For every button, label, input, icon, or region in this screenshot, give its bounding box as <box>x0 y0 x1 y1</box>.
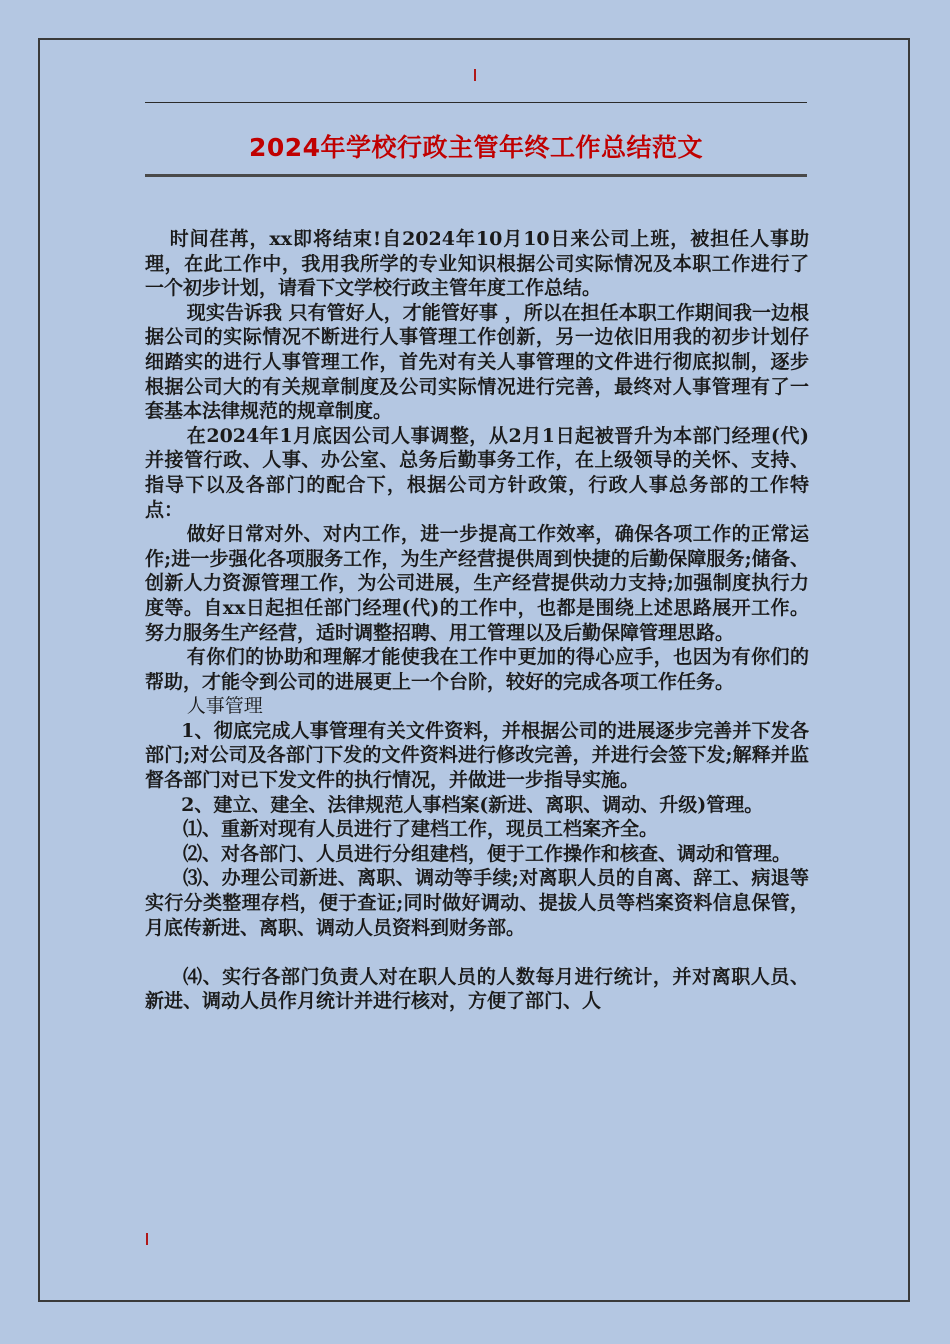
sub-list-item: ⑵、对各部门、人员进行分组建档，便于工作操作和核查、调动和管理。 <box>183 842 792 865</box>
paragraph: 在2024年1月底因公司人事调整，从2月1日起被晋升为本部门经理(代)并接管行政、人事、办公室、总务后勤事务工作，在上级领导的关怀、支持、指导下以及各部门的配合下，根据公司方针政策，行政人事总务部的工作特点： <box>145 424 809 521</box>
list-item: 2、建立、建全、法律规范人事档案(新进、离职、调动、升级)管理。 <box>181 793 764 816</box>
list-item: 1、彻底完成人事管理有关文件资料，并根据公司的进展逐步完善并下发各部门;对公司及各部门下发的文件资料进行修改完善，并进行会签下发;解释并监督各部门对已下发文件的执行情况，并做进一步指导实施。 <box>145 719 809 792</box>
sub-list-item: ⑶、办理公司新进、离职、调动等手续;对离职人员的自离、辞工、病退等实行分类整理存档，便于查证;同时做好调动、提拔人员等档案资料信息保管，月底传新进、离职、调动人员资料到财务部。 <box>145 867 809 939</box>
paragraph-intro: 时间荏苒，xx即将结束!自2024年10月10日来公司上班，被担任人事助理，在此工作中，我用我所学的专业知识根据公司实际情况及本职工作进行了一个初步计划，请看下文学校行政主管年度工作总结。 <box>145 228 809 300</box>
header-rule <box>145 102 807 103</box>
title-rule <box>145 174 807 177</box>
paragraph: 现实告诉我 只有管好人，才能管好事 ，所以在担任本职工作期间我一边根据公司的实际情况不断进行人事管理工作创新，另一边依旧用我的初步计划仔细踏实的进行人事管理工作，首先对有关人事管理的文件进行彻底拟制，逐步根据公司大的有关规章制度及公司实际情况进行完善，最终对人事管理有了一套基本法律规范的规章制度。 <box>145 301 809 423</box>
sub-list-item: ⑴、重新对现有人员进行了建档工作，现员工档案齐全。 <box>183 818 659 841</box>
header-mark <box>474 69 476 81</box>
paragraph-spacer <box>145 940 809 965</box>
document-body <box>145 227 809 1014</box>
paragraph: 做好日常对外、对内工作，进一步提高工作效率，确保各项工作的正常运作;进一步强化各项服务工作，为生产经营提供周到快捷的后勤保障服务;储备、创新人力资源管理工作，为公司进展，生产经营提供动力支持;加强制度执行力度等。自xx日起担任部门经理(代)的工作中，也都是围绕上述思路展开工作。努力服务生产经营，适时调整招聘、用工管理以及后勤保障管理思路。 <box>145 523 809 644</box>
footer-mark <box>146 1233 148 1245</box>
paragraph: 有你们的协助和理解才能使我在工作中更加的得心应手，也因为有你们的帮助，才能令到公司的进展更上一个台阶，较好的完成各项工作任务。 <box>145 646 809 693</box>
section-heading: 人事管理 <box>186 695 263 718</box>
document-title: 2024年学校行政主管年终工作总结范文 <box>248 133 704 162</box>
sub-list-item: ⑷、实行各部门负责人对在职人员的人数每月进行统计，并对离职人员、新进、调动人员作月统计并进行核对，方便了部门、人 <box>145 965 809 1013</box>
